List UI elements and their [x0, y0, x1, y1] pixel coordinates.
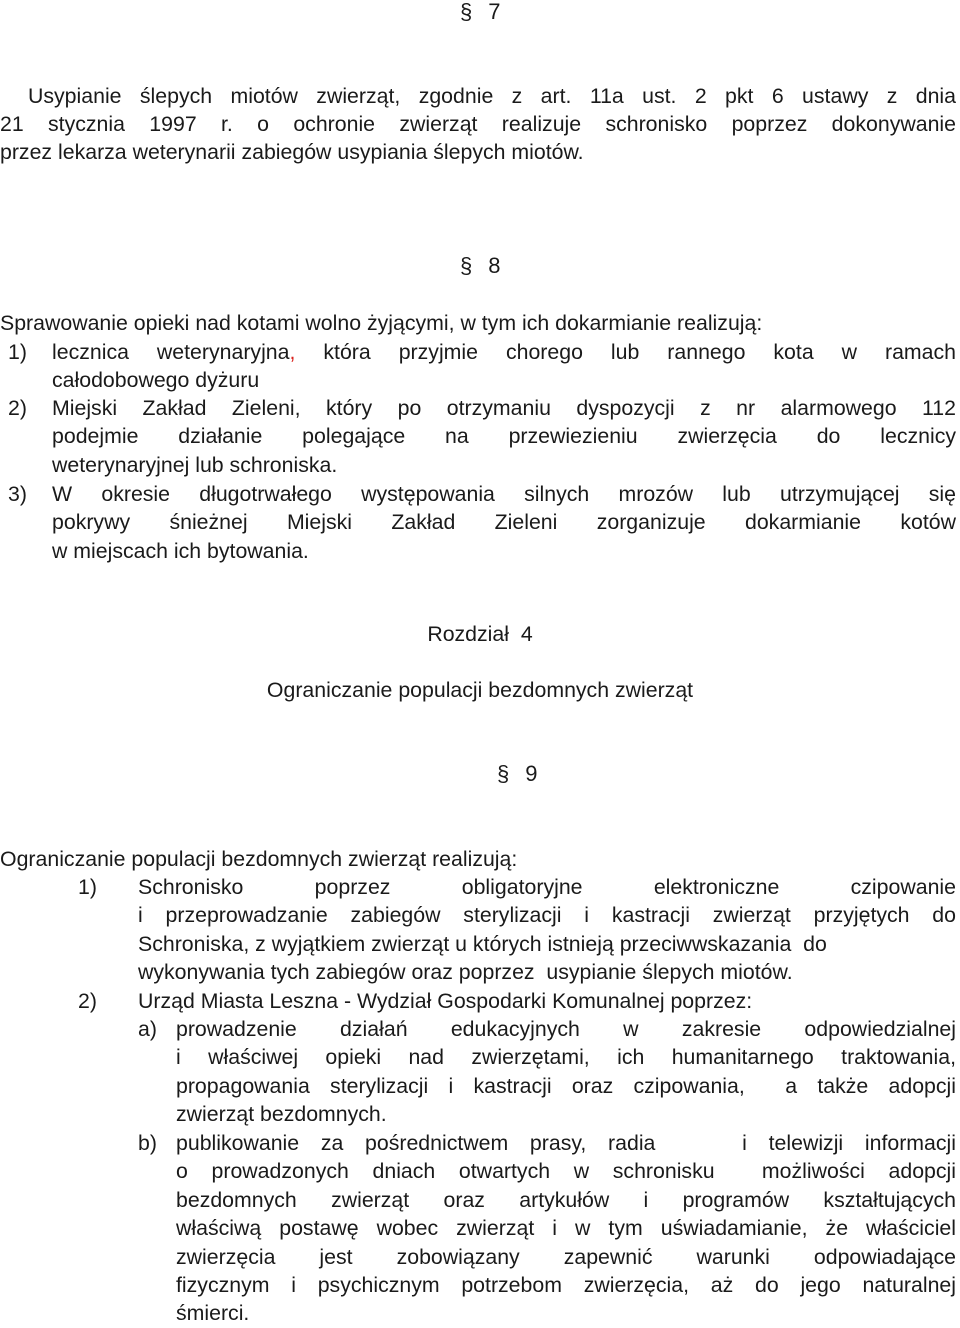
text-line: prowadzenie działań edukacyjnych w zakresie odpowiedzialnej	[176, 1017, 956, 1041]
list-item-9-2-b	[138, 1129, 956, 1328]
text-line: fizycznym i psychicznym potrzebom zwierzęcia, aż do jego naturalnej	[176, 1273, 956, 1298]
text-line: publikowanie za pośrednictwem prasy, radia i telewizji informacji	[176, 1131, 956, 1155]
text-run: lecznica weterynaryjna	[52, 340, 290, 364]
section-number: 9	[525, 761, 538, 786]
text-line: i przeprowadzanie zabiegów sterylizacji i kastracji zwierząt przyjętych do	[138, 903, 956, 928]
list-text	[52, 480, 956, 565]
text-run: która przyjmie chorego lub rannego kota w ramach	[295, 340, 957, 364]
text-line: propagowania sterylizacji i kastracji oraz czipowania, a także adopcji	[176, 1073, 956, 1098]
text-line: całodobowego dyżuru	[52, 368, 260, 393]
section-number: 8	[488, 253, 501, 278]
text-line: wykonywania tych zabiegów oraz poprzez usypianie ślepych miotów.	[138, 960, 793, 985]
list-item-9-2-a	[138, 1015, 956, 1129]
text-line: właściwą postawę wobec zwierząt i w tym uświadamianie, że właściciel	[176, 1216, 956, 1241]
list-item-9-2	[78, 987, 956, 1015]
list-text	[52, 338, 956, 395]
paragraph-7-text	[28, 82, 956, 110]
text-line: podejmie działanie polegające na przewiezieniu zwierzęcia do lecznicy	[52, 424, 956, 449]
section-heading-8	[460, 252, 501, 280]
list-number: b)	[138, 1131, 157, 1155]
text-line: o prowadzonych dniach otwartych w schronisku możliwości adopcji	[176, 1159, 956, 1184]
text-line	[52, 338, 956, 366]
list-item-8-3	[8, 480, 956, 565]
paragraph-9-intro: Ograniczanie populacji bezdomnych zwierząt realizują:	[0, 847, 518, 871]
text-line: Usypianie ślepych miotów zwierząt, zgodnie z art. 11a ust. 2 pkt 6 ustawy z dnia	[28, 84, 956, 108]
section-symbol: §	[497, 761, 510, 786]
list-number: 1)	[78, 875, 97, 899]
text-line: pokrywy śnieżnej Miejski Zakład Zieleni zorganizuje dokarmianie kotów	[52, 510, 956, 535]
list-number: a)	[138, 1017, 157, 1041]
list-text	[52, 394, 956, 479]
text-line: i właściwej opieki nad zwierzętami, ich humanitarnego traktowania,	[176, 1045, 956, 1070]
text-line: zwierząt bezdomnych.	[176, 1102, 387, 1127]
section-number: 7	[488, 0, 501, 24]
red-comma: ,	[289, 340, 296, 364]
section-symbol: §	[460, 253, 473, 278]
chapter-label: Rozdział 4	[427, 622, 533, 646]
list-item-8-2	[8, 394, 956, 479]
text-line: weterynaryjnej lub schroniska.	[52, 452, 338, 477]
text-line: 21 stycznia 1997 r. o ochronie zwierząt realizuje schronisko poprzez dokonywanie	[0, 112, 956, 136]
chapter-title: Ograniczanie populacji bezdomnych zwierząt	[266, 678, 694, 702]
text-line: Schroniska, z wyjątkiem zwierząt u których istnieją przeciwwskazania do	[138, 931, 827, 956]
text-line: W okresie długotrwałego występowania silnych mrozów lub utrzymującej się	[52, 482, 956, 506]
list-number: 1)	[8, 340, 27, 364]
paragraph-7-text-cont	[0, 110, 956, 167]
list-number: 2)	[78, 989, 97, 1013]
list-text	[176, 1015, 956, 1129]
text-line: zwierzęcia jest zobowiązany zapewnić warunki odpowiadające	[176, 1244, 956, 1269]
text-line: przez lekarza weterynarii zabiegów usypiania ślepych miotów.	[0, 140, 584, 165]
list-text	[176, 1129, 956, 1328]
list-item-9-1	[78, 873, 956, 987]
text-line: Schronisko poprzez obligatoryjne elektroniczne czipowanie	[138, 875, 956, 899]
list-text	[138, 873, 956, 987]
section-heading-7	[460, 0, 501, 26]
section-heading-9	[497, 760, 538, 788]
text-line: Miejski Zakład Zieleni, który po otrzymaniu dyspozycji z nr alarmowego 112	[52, 396, 956, 420]
list-item-8-1	[8, 338, 956, 395]
text-line: w miejscach ich bytowania.	[52, 538, 309, 563]
paragraph-8-intro: Sprawowanie opieki nad kotami wolno żyjącymi, w tym ich dokarmianie realizują:	[0, 311, 763, 335]
text-line: śmierci.	[176, 1301, 250, 1326]
section-symbol: §	[460, 0, 473, 24]
text-line: bezdomnych zwierząt oraz artykułów i programów kształtujących	[176, 1187, 956, 1212]
list-number: 2)	[8, 396, 27, 420]
list-text: Urząd Miasta Leszna - Wydział Gospodarki Komunalnej poprzez:	[138, 989, 753, 1013]
list-number: 3)	[8, 482, 27, 506]
